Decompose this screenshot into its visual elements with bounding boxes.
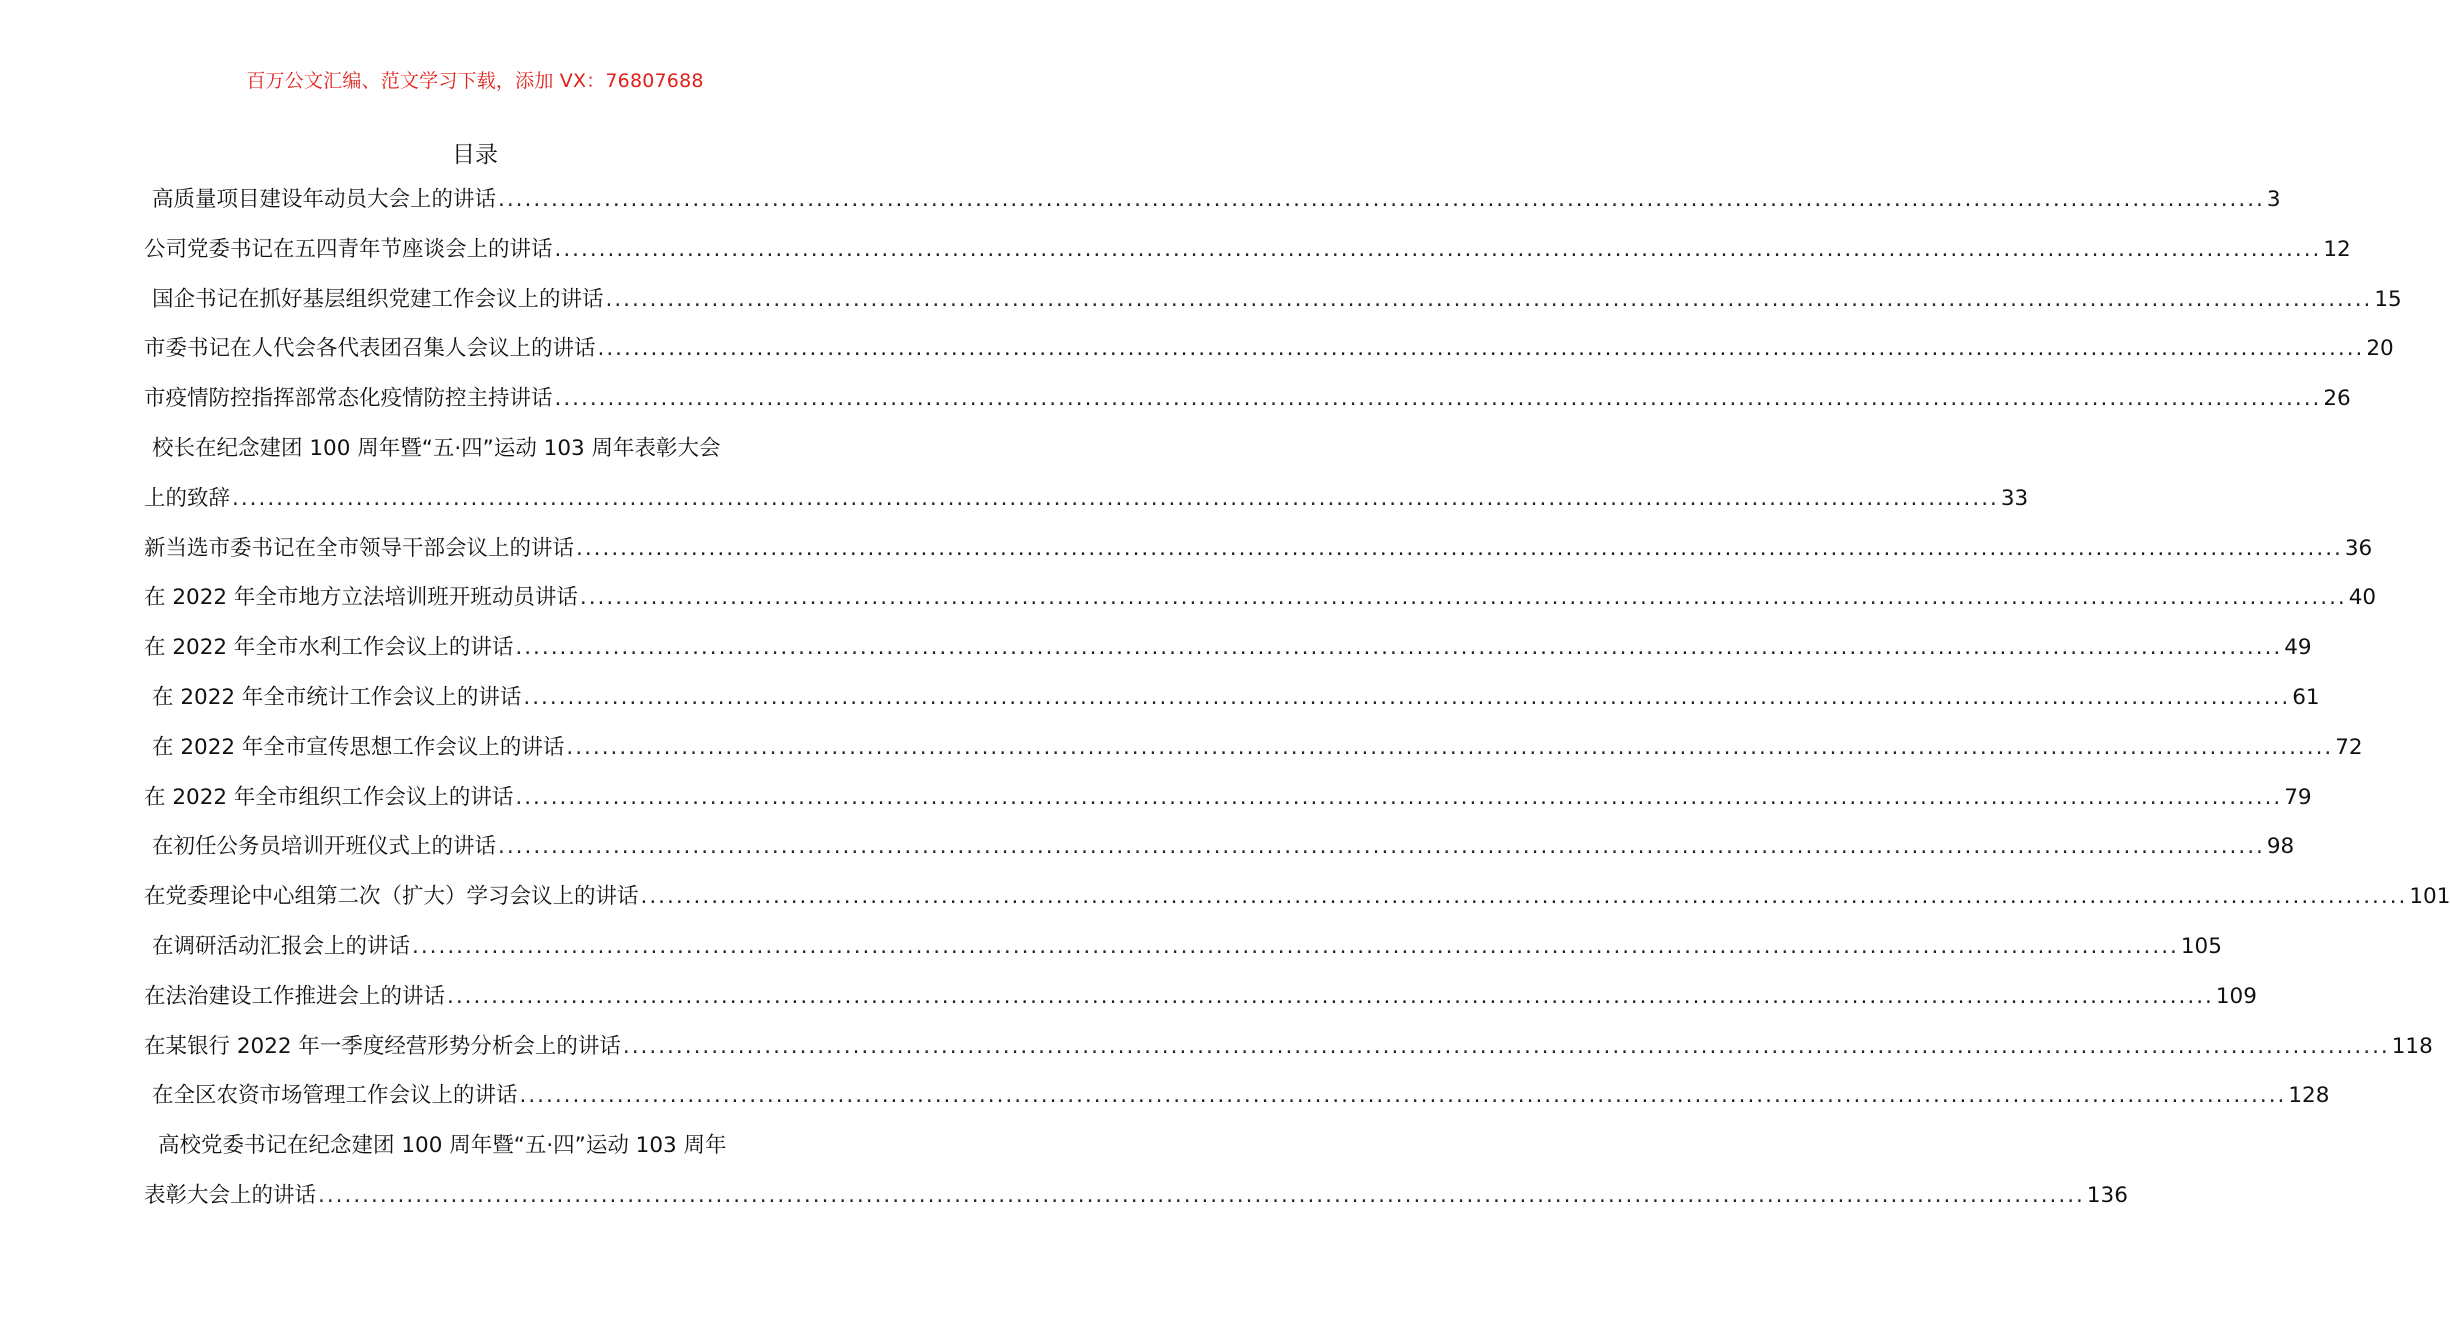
toc-entry-page: 12 <box>2323 236 2351 262</box>
toc-entry-page: 79 <box>2284 784 2312 810</box>
toc-leader-dots: ........................................................................................................................................................................................................ <box>605 286 2373 312</box>
toc-leader-dots: ........................................................................................................................................................................................................ <box>498 187 2265 212</box>
toc-entry-title: 在党委理论中心组第二次（扩大）学习会议上的讲话 <box>144 884 639 910</box>
toc-leader-dots: ........................................................................................................................................................................................................ <box>622 1033 2390 1059</box>
toc-entry[interactable] <box>144 1171 2128 1221</box>
toc-entry-page: 33 <box>2000 485 2029 511</box>
toc-entry-page: 20 <box>2366 336 2394 362</box>
toc-entry[interactable] <box>144 474 2029 524</box>
toc-entry-page: 3 <box>2266 187 2281 212</box>
toc-entry-title: 在 2022 年全市水利工作会议上的讲话 <box>144 635 514 661</box>
toc-entry-page: 15 <box>2374 286 2402 312</box>
toc-title: 目录 <box>452 142 498 168</box>
toc-entry-page: 118 <box>2391 1033 2433 1059</box>
toc-leader-dots: ........................................................................................................................................................................................................ <box>515 784 2283 810</box>
toc-entry[interactable] <box>144 1022 2433 1072</box>
toc-entry-title: 上的致辞 <box>144 485 231 511</box>
toc-leader-dots: ........................................................................................................................................................................................................ <box>597 336 2365 362</box>
toc-entry[interactable] <box>144 225 2351 275</box>
toc-entry-title: 在 2022 年全市组织工作会议上的讲话 <box>144 784 514 810</box>
toc-entry-page: 61 <box>2292 684 2320 710</box>
toc-leader-dots: ........................................................................................................................................................................................................ <box>554 236 2322 262</box>
toc-leader-dots: ........................................................................................................................................................................................................ <box>515 635 2283 661</box>
toc-entry-title: 在调研活动汇报会上的讲话 <box>152 933 411 959</box>
toc-leader-dots: ........................................................................................................................................................................................................ <box>554 386 2322 412</box>
toc-entry-title: 在全区农资市场管理工作会议上的讲话 <box>152 1083 518 1109</box>
toc-entry-page: 49 <box>2284 635 2312 661</box>
toc-entry-page: 26 <box>2323 386 2351 412</box>
toc-entry-page: 98 <box>2266 834 2295 860</box>
toc-leader-dots: ........................................................................................................................................................................................................ <box>519 1083 2287 1109</box>
toc-entry[interactable] <box>144 673 2320 723</box>
toc-entry[interactable] <box>144 922 2222 972</box>
toc-entry-title: 市委书记在人代会各代表团召集人会议上的讲话 <box>144 336 596 362</box>
header-watermark-text: 百万公文汇编、范文学习下载，添加 VX：76807688 <box>246 70 704 92</box>
toc-entry[interactable] <box>144 275 2402 325</box>
toc-entry-title: 国企书记在抓好基层组织党建工作会议上的讲话 <box>152 286 604 312</box>
toc-entry[interactable] <box>144 324 2394 374</box>
toc-leader-dots: ........................................................................................................................................................................................................ <box>318 1182 2085 1208</box>
toc-entry-title: 新当选市委书记在全市领导干部会议上的讲话 <box>144 535 575 561</box>
toc-entry[interactable] <box>144 972 2257 1022</box>
toc-entry[interactable] <box>144 175 2281 225</box>
toc-entry-page: 36 <box>2344 535 2373 561</box>
toc-leader-dots: ........................................................................................................................................................................................................ <box>498 834 2265 860</box>
table-of-contents <box>144 175 2450 1221</box>
toc-entry[interactable] <box>144 773 2312 823</box>
toc-entry-wrapped-line[interactable] <box>144 1121 806 1171</box>
toc-leader-dots: ........................................................................................................................................................................................................ <box>523 684 2291 710</box>
toc-entry-title: 在 2022 年全市统计工作会议上的讲话 <box>152 684 522 710</box>
toc-entry[interactable] <box>144 573 2377 623</box>
toc-entry-wrapped-line[interactable] <box>144 424 806 474</box>
toc-entry-title: 在初任公务员培训开班仪式上的讲话 <box>152 834 497 860</box>
toc-leader-dots: ........................................................................................................................................................................................................ <box>232 485 1999 511</box>
toc-leader-dots: ........................................................................................................................................................................................................ <box>566 734 2334 760</box>
toc-entry-page: 109 <box>2215 983 2257 1009</box>
toc-entry-title: 高质量项目建设年动员大会上的讲话 <box>152 187 497 212</box>
toc-entry[interactable] <box>144 524 2373 574</box>
toc-entry-title-line1: 高校党委书记在纪念建团 100 周年暨“五·四”运动 103 周年 <box>158 1133 727 1159</box>
toc-leader-dots: ........................................................................................................................................................................................................ <box>576 535 2343 561</box>
toc-entry-title-line1: 校长在纪念建团 100 周年暨“五·四”运动 103 周年表彰大会 <box>152 435 721 461</box>
toc-entry[interactable] <box>144 872 2450 922</box>
toc-entry-page: 101 <box>2409 884 2450 910</box>
toc-entry-title: 在某银行 2022 年一季度经营形势分析会上的讲话 <box>144 1033 621 1059</box>
toc-leader-dots: ........................................................................................................................................................................................................ <box>579 585 2347 611</box>
toc-entry-title: 表彰大会上的讲话 <box>144 1182 317 1208</box>
toc-entry-page: 136 <box>2086 1182 2128 1208</box>
toc-entry-title: 公司党委书记在五四青年节座谈会上的讲话 <box>144 236 553 262</box>
toc-entry-page: 40 <box>2348 585 2377 611</box>
toc-entry-page: 72 <box>2335 734 2363 760</box>
toc-leader-dots: ........................................................................................................................................................................................................ <box>640 884 2408 910</box>
toc-entry-page: 128 <box>2288 1083 2330 1109</box>
toc-entry[interactable] <box>144 822 2295 872</box>
toc-entry[interactable] <box>144 723 2363 773</box>
toc-entry-page: 105 <box>2180 933 2222 959</box>
toc-entry[interactable] <box>144 1071 2330 1121</box>
toc-entry[interactable] <box>144 623 2312 673</box>
toc-entry-title: 在法治建设工作推进会上的讲话 <box>144 983 446 1009</box>
toc-leader-dots: ........................................................................................................................................................................................................ <box>447 983 2214 1009</box>
toc-entry-title: 在 2022 年全市宣传思想工作会议上的讲话 <box>152 734 565 760</box>
toc-entry-title: 在 2022 年全市地方立法培训班开班动员讲话 <box>144 585 578 611</box>
toc-entry[interactable] <box>144 374 2351 424</box>
toc-leader-dots: ........................................................................................................................................................................................................ <box>412 933 2179 959</box>
toc-entry-title: 市疫情防控指挥部常态化疫情防控主持讲话 <box>144 386 553 412</box>
